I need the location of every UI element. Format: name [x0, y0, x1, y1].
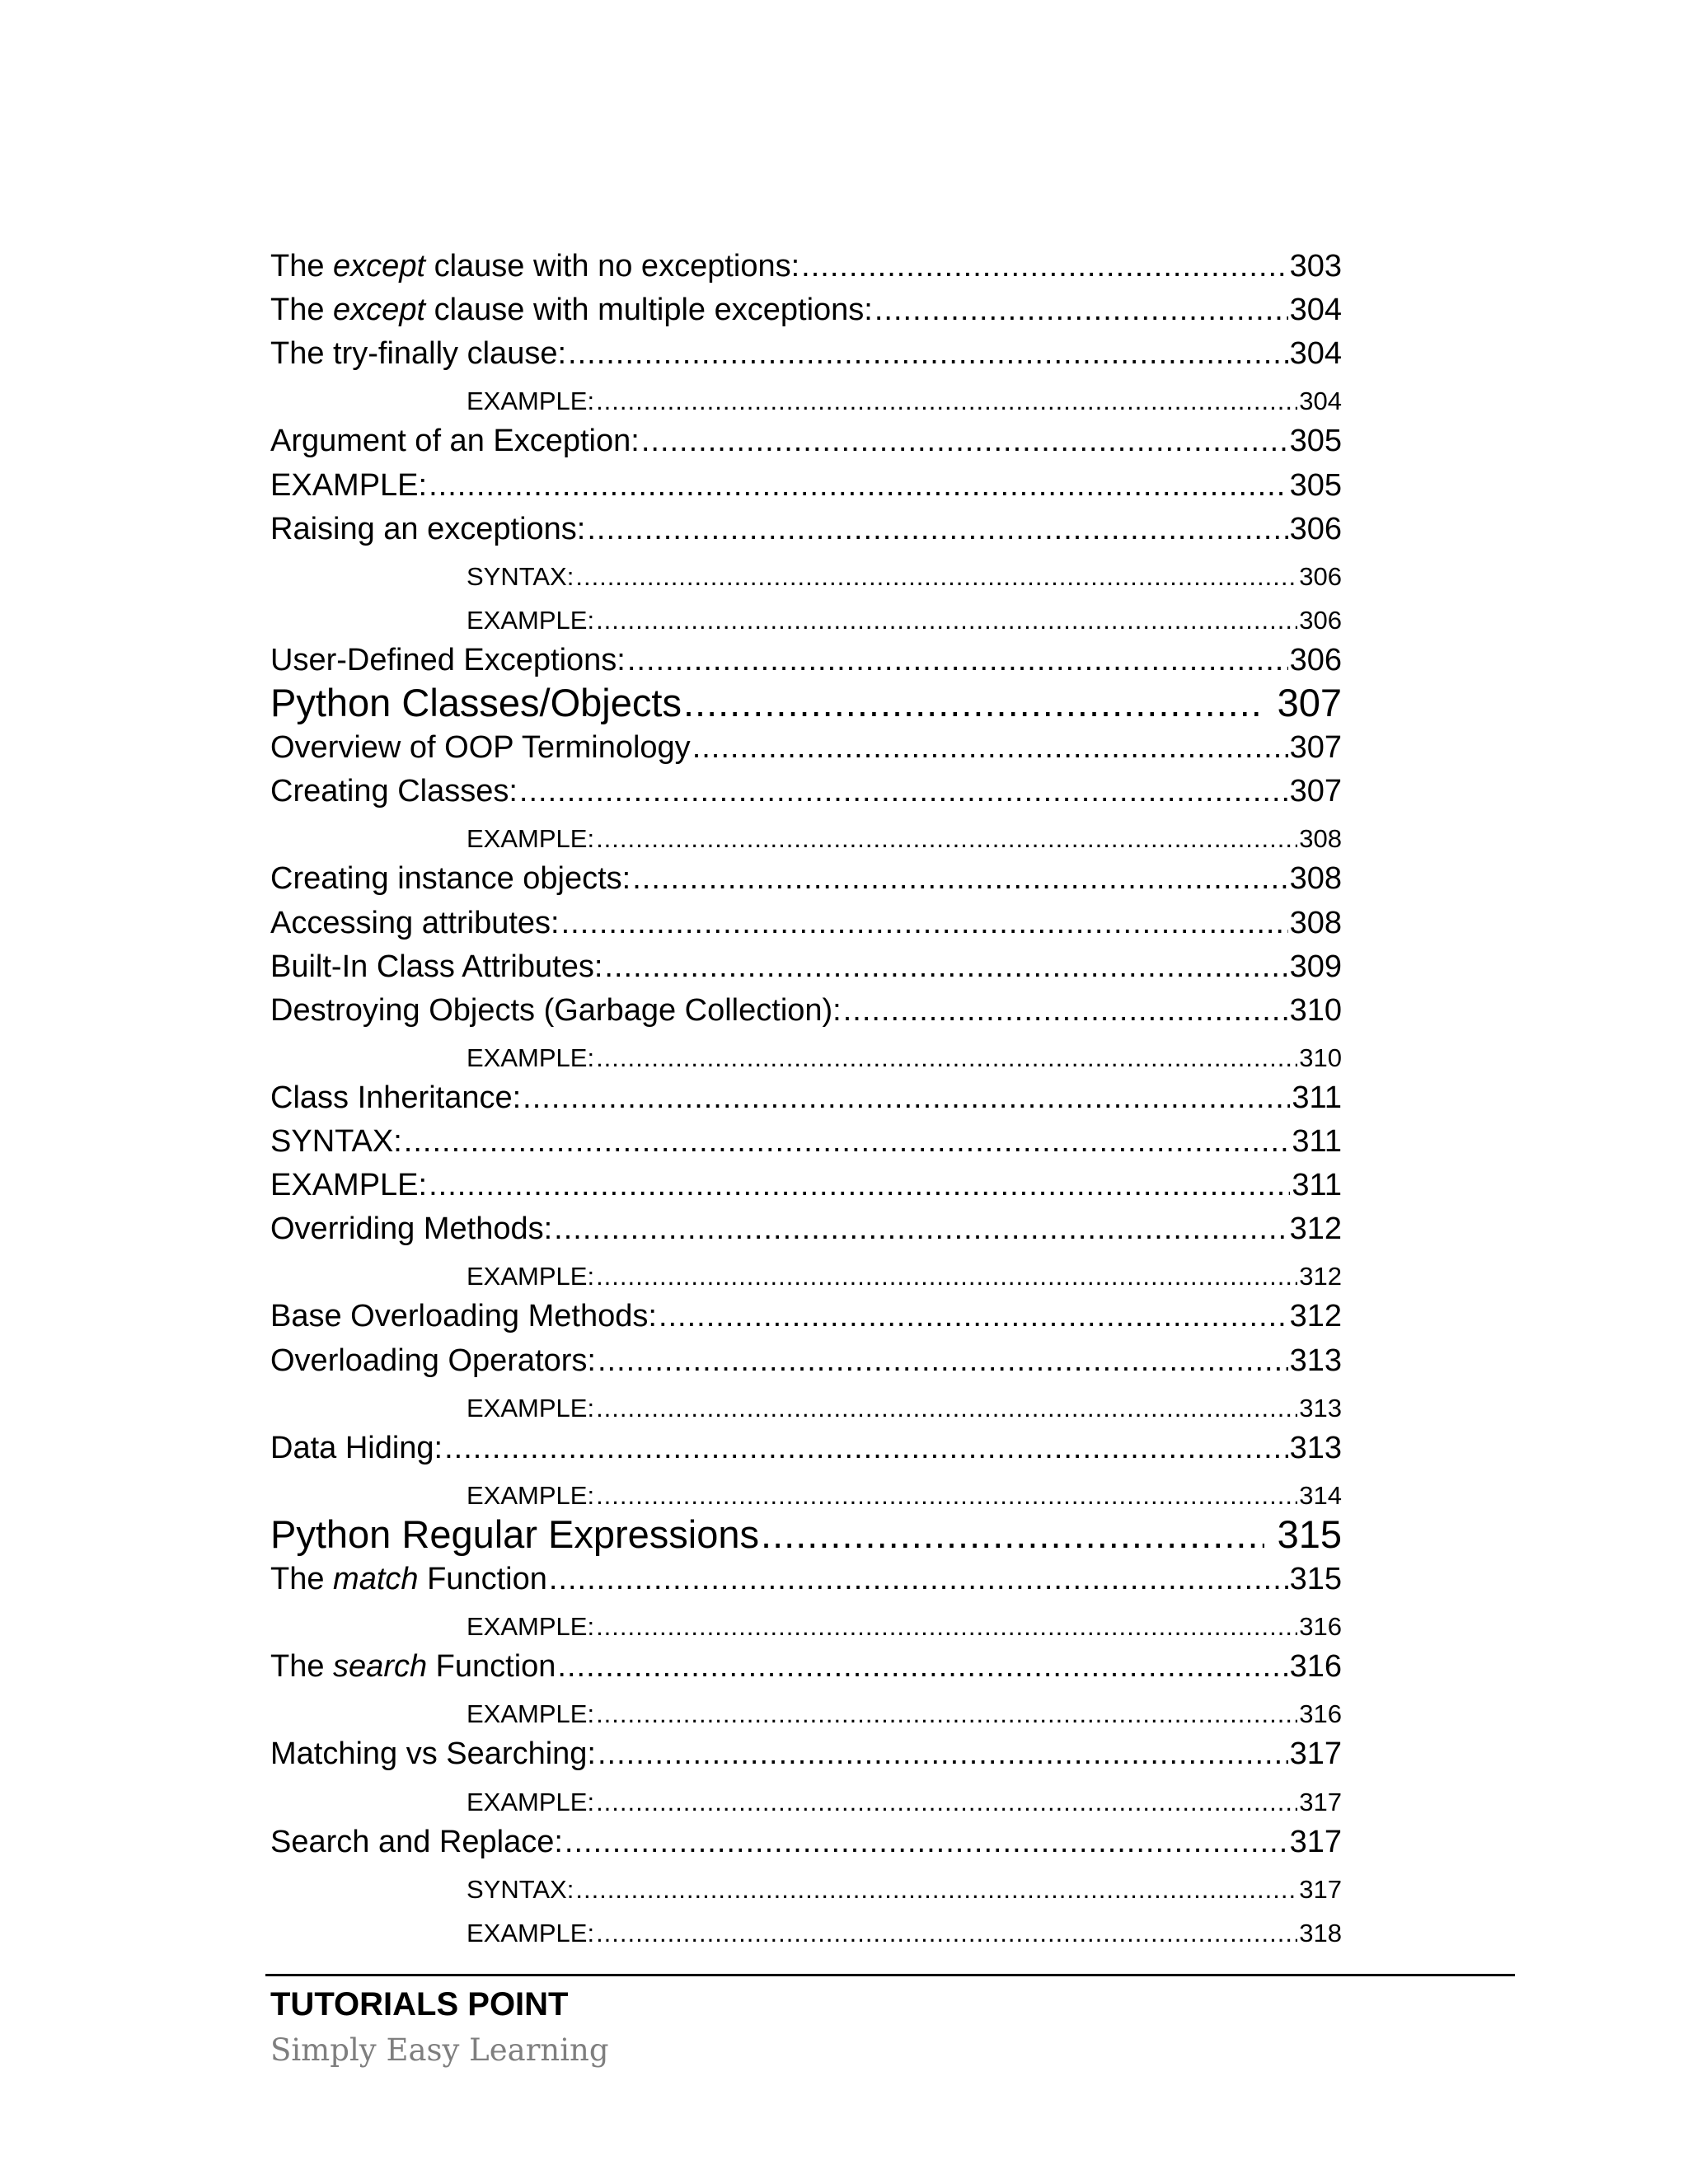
toc-subentry[interactable] [467, 1612, 1342, 1642]
toc-page-number: 308 [1299, 824, 1342, 854]
toc-page-number: 317 [1299, 1874, 1342, 1904]
toc-page-number: 315 [1289, 1562, 1342, 1596]
footer-divider [265, 1974, 1515, 1976]
toc-entry-title: Creating instance objects: [270, 861, 631, 897]
toc-entry[interactable] [270, 512, 1342, 547]
toc-entry-title: Creating Classes: [270, 774, 518, 809]
toc-dot-leader [596, 1394, 1297, 1423]
toc-entry[interactable] [270, 643, 1342, 678]
toc-entry[interactable] [270, 774, 1342, 809]
toc-entry[interactable] [270, 468, 1342, 504]
toc-dot-leader [683, 680, 1264, 725]
toc-entry-title: EXAMPLE: [467, 1918, 595, 1947]
toc-entry[interactable] [270, 949, 1342, 985]
toc-dot-leader [596, 1481, 1297, 1511]
toc-entry-title: EXAMPLE: [270, 1168, 428, 1203]
toc-page-number: 306 [1289, 642, 1342, 677]
toc-page-number: 303 [1289, 249, 1342, 284]
toc-page-number: 304 [1289, 293, 1342, 328]
toc-dot-leader [641, 424, 1288, 459]
toc-dot-leader [429, 468, 1288, 504]
footer-tagline: Simply Easy Learning [270, 2032, 609, 2068]
toc-entry[interactable] [270, 1212, 1342, 1247]
toc-page-number: 313 [1289, 1343, 1342, 1378]
toc-subentry[interactable] [467, 1262, 1342, 1291]
toc-entry-title: SYNTAX: [467, 1874, 574, 1904]
toc-page-number: 311 [1292, 1080, 1342, 1115]
toc-page-number: 316 [1299, 1612, 1342, 1642]
toc-page-number: 309 [1289, 949, 1342, 984]
toc-entry-title: Destroying Objects (Garbage Collection): [270, 992, 842, 1028]
toc-entry-title: Python Classes/Objects [270, 681, 682, 724]
toc-dot-leader [598, 1343, 1288, 1379]
footer-brand: TUTORIALS POINT [270, 1986, 569, 2022]
toc-page-number: 317 [1289, 1736, 1342, 1772]
toc-page-number: 307 [1277, 681, 1342, 724]
toc-entry-title: EXAMPLE: [467, 1393, 595, 1422]
toc-entry-title: EXAMPLE: [467, 1699, 595, 1729]
toc-page-number: 316 [1289, 1649, 1342, 1685]
toc-entry-title: EXAMPLE: [467, 1043, 595, 1072]
toc-entry-title: Base Overloading Methods: [270, 1299, 657, 1334]
toc-entry-title: Raising an exceptions: [270, 511, 586, 546]
toc-dot-leader [801, 249, 1287, 284]
toc-dot-leader [627, 643, 1288, 678]
toc-dot-leader [598, 1736, 1288, 1772]
toc-entry[interactable] [270, 1080, 1342, 1116]
toc-chapter-entry[interactable] [270, 1511, 1342, 1557]
toc-page-number: 314 [1299, 1480, 1342, 1510]
toc-entry[interactable] [270, 861, 1342, 897]
toc-entry-title: EXAMPLE: [467, 605, 595, 635]
toc-entry-title: Built-In Class Attributes: [270, 949, 603, 984]
toc-subentry[interactable] [467, 824, 1342, 854]
toc-entry-title: Overriding Methods: [270, 1212, 553, 1247]
toc-page-number: 311 [1292, 1124, 1342, 1159]
toc-page-number: 306 [1299, 561, 1342, 591]
toc-page-number: 317 [1289, 1824, 1342, 1859]
toc-page-number: 307 [1289, 774, 1342, 809]
toc-dot-leader [557, 1649, 1287, 1685]
toc-dot-leader [843, 993, 1288, 1029]
toc-subentry[interactable] [467, 562, 1342, 592]
toc-entry-title: SYNTAX: [270, 1124, 402, 1159]
toc-page-number: 304 [1289, 336, 1342, 372]
toc-dot-leader [565, 1825, 1288, 1860]
toc-subentry[interactable] [467, 1919, 1342, 1948]
toc-entry[interactable] [270, 293, 1342, 328]
toc-dot-leader [444, 1431, 1287, 1466]
toc-entry-title: EXAMPLE: [270, 467, 428, 503]
toc-page-number: 305 [1289, 467, 1342, 503]
toc-dot-leader [596, 1612, 1297, 1642]
toc-dot-leader [549, 1562, 1288, 1597]
toc-page-number: 306 [1289, 511, 1342, 546]
toc-page-number: 305 [1289, 424, 1342, 459]
toc-entry[interactable] [270, 1825, 1342, 1860]
toc-entry-title: User-Defined Exceptions: [270, 642, 626, 677]
toc-page-number: 312 [1299, 1262, 1342, 1291]
toc-entry-title: The except clause with multiple exceptions: [270, 293, 873, 328]
toc-entry-title: The search Function [270, 1649, 556, 1685]
toc-entry-title: EXAMPLE: [467, 387, 595, 416]
toc-entry-title: Overloading Operators: [270, 1343, 596, 1378]
toc-entry-title: Class Inheritance: [270, 1080, 522, 1115]
toc-chapter-entry[interactable] [270, 680, 1342, 725]
toc-entry-title: EXAMPLE: [467, 824, 595, 854]
toc-page-number: 313 [1289, 1430, 1342, 1465]
toc-entry[interactable] [270, 1431, 1342, 1466]
toc-dot-leader [596, 1919, 1297, 1948]
toc-subentry[interactable] [467, 606, 1342, 635]
toc-entry-title: EXAMPLE: [467, 1612, 595, 1642]
toc-entry-title: Overview of OOP Terminology [270, 730, 691, 766]
toc-page-number: 308 [1289, 905, 1342, 940]
toc-subentry[interactable] [467, 1699, 1342, 1729]
toc-dot-leader [519, 774, 1288, 809]
toc-dot-leader [404, 1124, 1291, 1160]
toc-page-number: 315 [1277, 1511, 1342, 1556]
toc-page-number: 304 [1299, 387, 1342, 416]
toc-page-number: 312 [1289, 1299, 1342, 1334]
toc-entry-title: The except clause with no exceptions: [270, 249, 800, 284]
toc-entry[interactable] [270, 730, 1342, 766]
toc-entry[interactable] [270, 1649, 1342, 1685]
toc-page-number: 317 [1299, 1787, 1342, 1816]
toc-page-number: 311 [1292, 1168, 1342, 1203]
toc-page-number: 316 [1299, 1699, 1342, 1729]
toc-page-number: 313 [1299, 1393, 1342, 1422]
toc-page-number: 310 [1289, 992, 1342, 1028]
toc-entry-title: Matching vs Searching: [270, 1736, 596, 1772]
toc-dot-leader [659, 1299, 1288, 1334]
toc-dot-leader [596, 1699, 1297, 1729]
toc-entry-title: EXAMPLE: [467, 1787, 595, 1816]
toc-entry[interactable] [270, 249, 1342, 284]
toc-entry-title: The try-finally clause: [270, 336, 567, 372]
toc-entry-title: Search and Replace: [270, 1824, 563, 1859]
toc-dot-leader [692, 730, 1288, 766]
toc-dot-leader [568, 336, 1288, 372]
toc-dot-leader [596, 606, 1297, 635]
toc-entry-title: SYNTAX: [467, 561, 574, 591]
toc-page-number: 318 [1299, 1918, 1342, 1947]
toc-subentry[interactable] [467, 1394, 1342, 1423]
toc-page-number: 306 [1299, 605, 1342, 635]
toc-dot-leader [561, 906, 1288, 941]
toc-entry[interactable] [270, 424, 1342, 459]
toc-page-number: 308 [1289, 861, 1342, 897]
toc-entry-title: Python Regular Expressions [270, 1511, 760, 1556]
toc-dot-leader [554, 1212, 1287, 1247]
toc-subentry[interactable] [467, 387, 1342, 416]
toc-dot-leader [596, 824, 1297, 854]
toc-entry-title: Data Hiding: [270, 1430, 443, 1465]
toc-entry[interactable] [270, 1562, 1342, 1597]
toc-subentry[interactable] [467, 1875, 1342, 1905]
toc-subentry[interactable] [467, 1043, 1342, 1073]
toc-entry-title: EXAMPLE: [467, 1480, 595, 1510]
toc-entry[interactable] [270, 906, 1342, 941]
toc-dot-leader [596, 1043, 1297, 1073]
toc-entry-title: EXAMPLE: [467, 1262, 595, 1291]
toc-entry-title: The match Function [270, 1562, 547, 1596]
toc-subentry[interactable] [467, 1481, 1342, 1511]
toc-dot-leader [575, 562, 1297, 592]
toc-dot-leader [874, 293, 1288, 328]
toc-entry[interactable] [270, 1299, 1342, 1334]
toc-page-number: 310 [1299, 1043, 1342, 1072]
toc-page-number: 312 [1289, 1212, 1342, 1247]
toc-entry[interactable] [270, 1343, 1342, 1379]
toc-entry-title: Accessing attributes: [270, 905, 560, 940]
toc-entry[interactable] [270, 1124, 1342, 1160]
toc-dot-leader [575, 1875, 1297, 1905]
toc-dot-leader [429, 1168, 1290, 1203]
toc-dot-leader [587, 512, 1287, 547]
toc-entry-title: Argument of an Exception: [270, 424, 640, 459]
toc-entry[interactable] [270, 1168, 1342, 1203]
toc-page-number: 307 [1289, 730, 1342, 766]
toc-entry[interactable] [270, 336, 1342, 372]
toc-subentry[interactable] [467, 1788, 1342, 1817]
toc-dot-leader [523, 1080, 1290, 1116]
toc-dot-leader [761, 1511, 1264, 1557]
toc-entry[interactable] [270, 993, 1342, 1029]
toc-dot-leader [596, 1788, 1297, 1817]
toc-dot-leader [596, 1262, 1297, 1291]
toc-entry[interactable] [270, 1736, 1342, 1772]
toc-dot-leader [632, 861, 1287, 897]
toc-dot-leader [596, 387, 1297, 416]
toc-dot-leader [604, 949, 1287, 985]
